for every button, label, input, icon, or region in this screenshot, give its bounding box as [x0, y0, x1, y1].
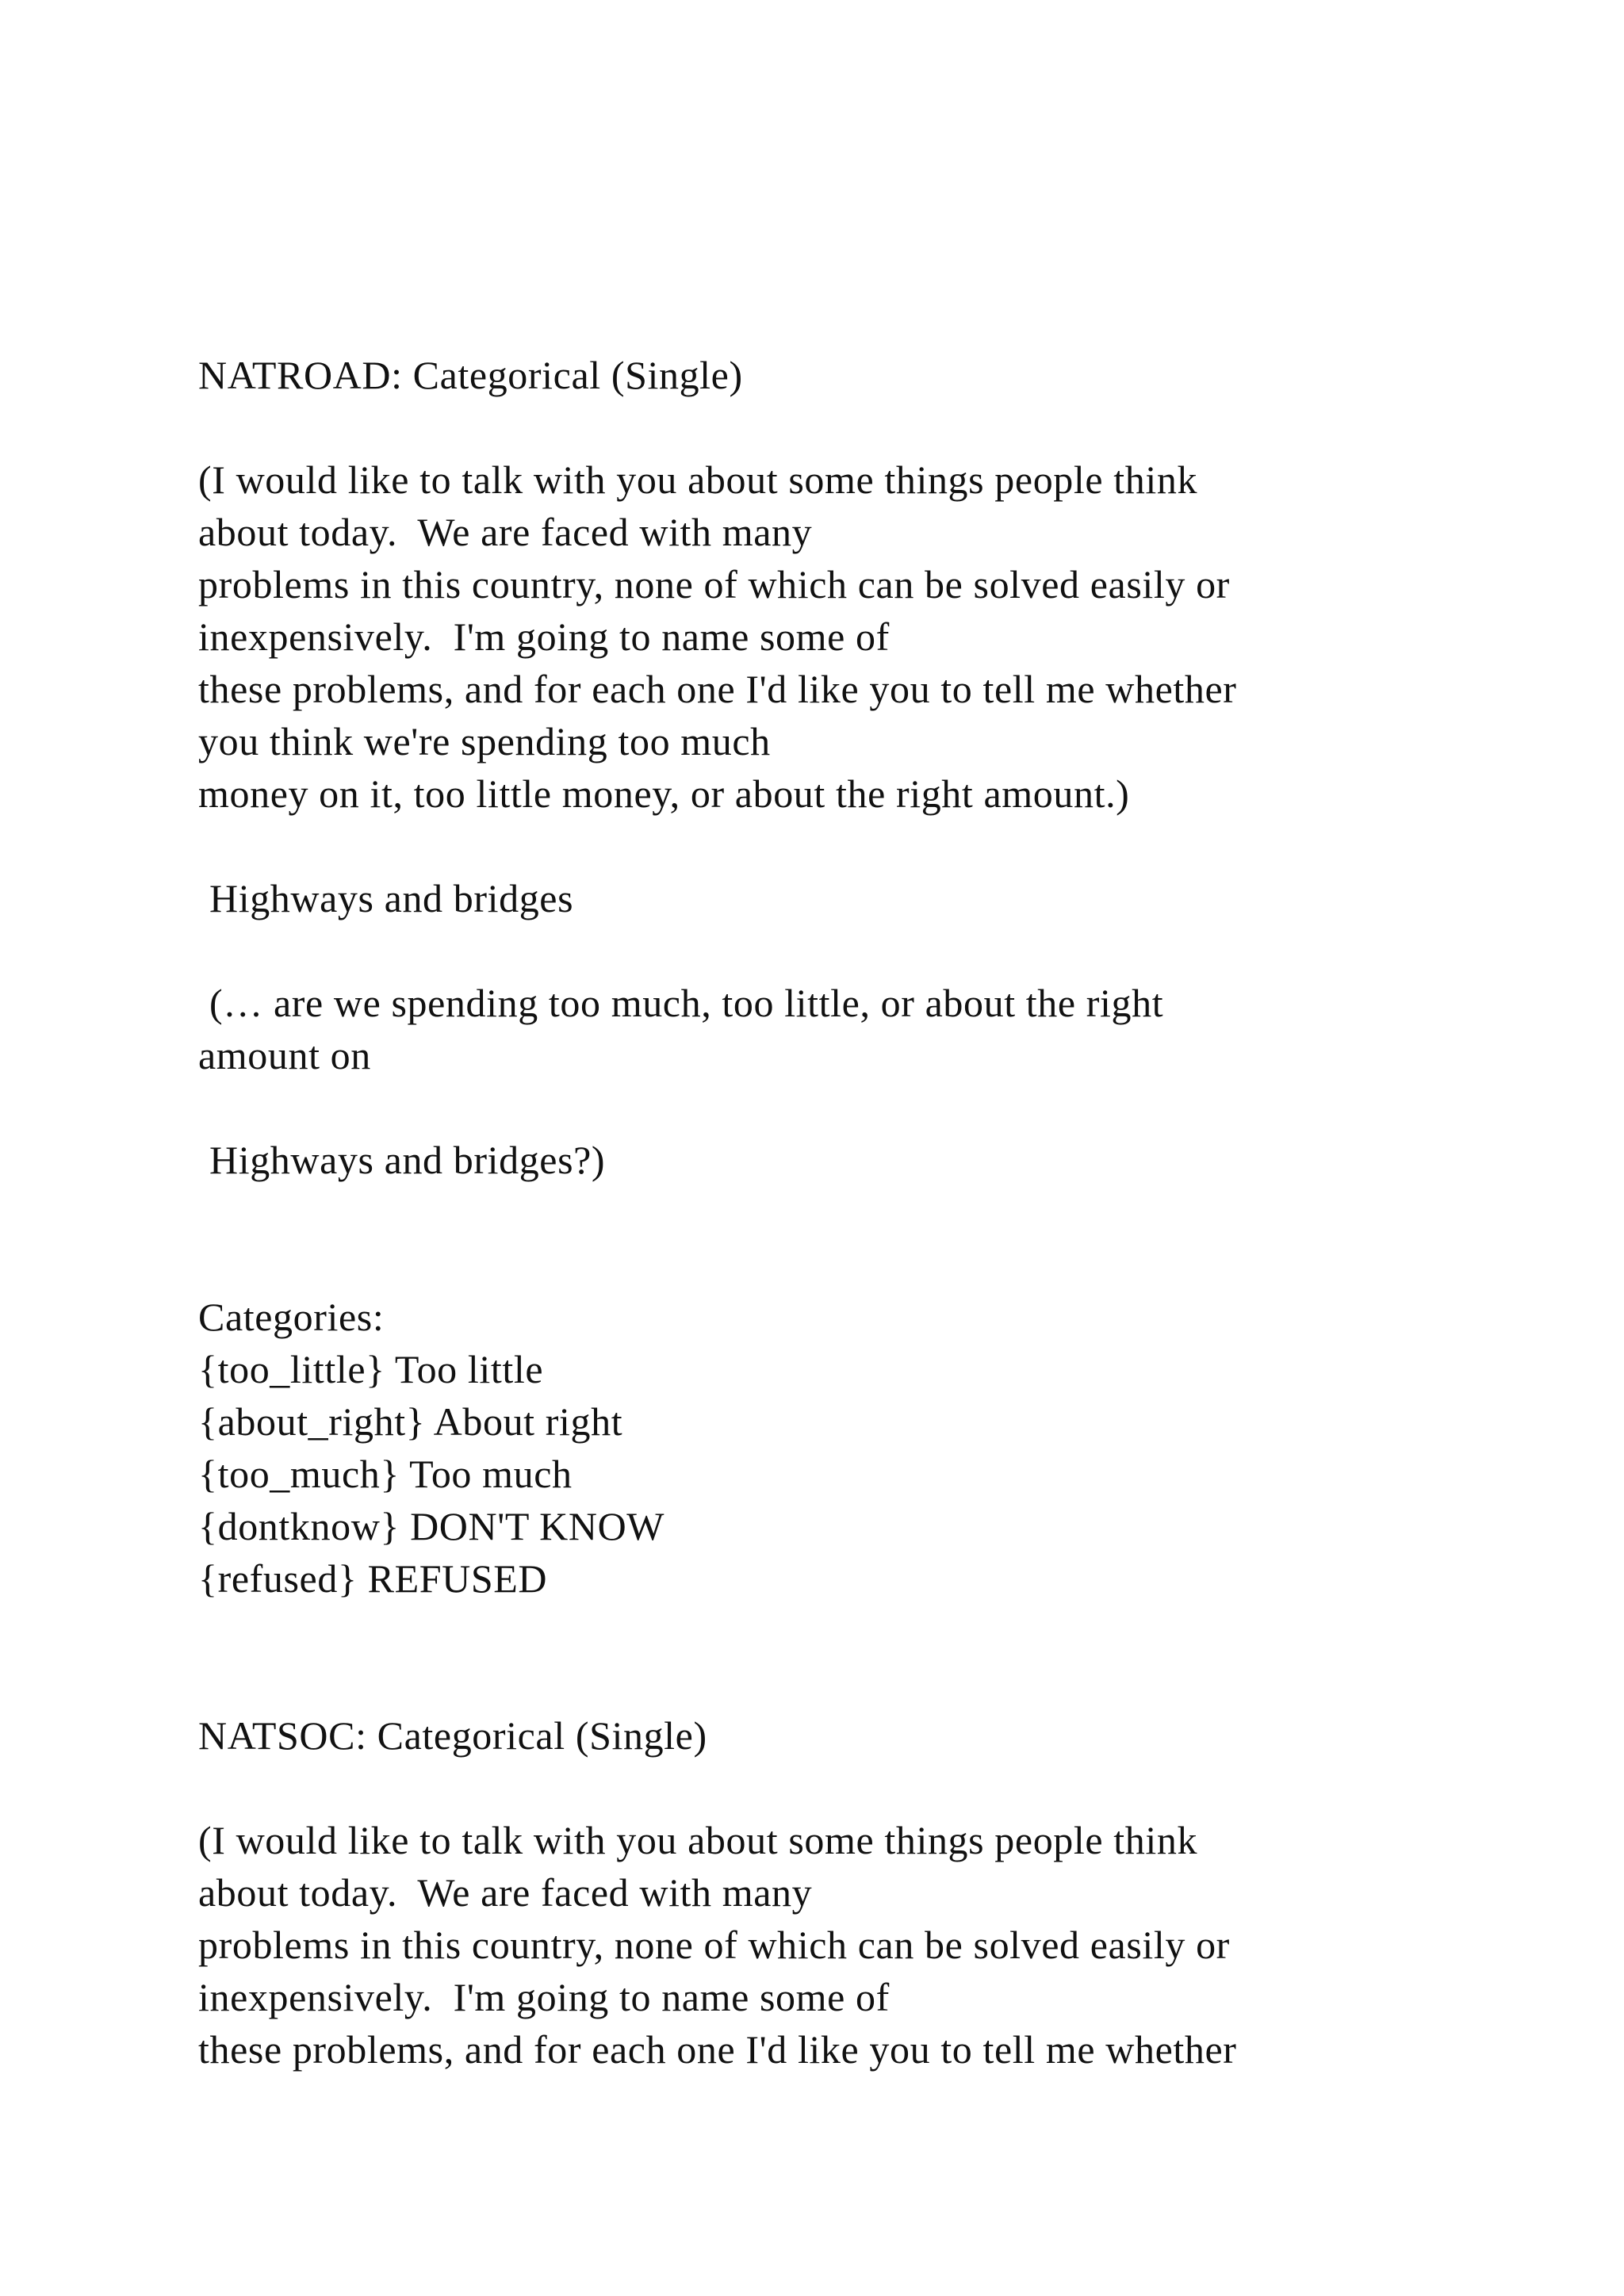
- intro-line: about today. We are faced with many: [198, 510, 813, 554]
- probe-item: Highways and bridges?): [209, 1138, 606, 1182]
- intro-line: these problems, and for each one I'd like you to tell me whether: [198, 2027, 1237, 2072]
- intro-line: inexpensively. I'm going to name some of: [198, 1975, 890, 2019]
- category-item: {too_little} Too little: [198, 1347, 544, 1391]
- category-item: {too_much} Too much: [198, 1452, 573, 1496]
- intro-line: problems in this country, none of which can be solved easily or: [198, 562, 1230, 607]
- probe-line: (… are we spending too much, too little, or about the right: [209, 981, 1164, 1025]
- question-item: Highways and bridges: [209, 876, 574, 920]
- category-item: {dontknow} DON'T KNOW: [198, 1504, 665, 1548]
- categories-list: [198, 1343, 1499, 1605]
- intro-line: problems in this country, none of which can be solved easily or: [198, 1923, 1230, 1967]
- intro-line: about today. We are faced with many: [198, 1870, 813, 1915]
- intro-line: (I would like to talk with you about some things people think: [198, 1818, 1198, 1862]
- question-intro: [198, 1814, 1499, 2076]
- question-heading: NATSOC: Categorical (Single): [198, 1713, 707, 1758]
- category-item: {about_right} About right: [198, 1399, 623, 1444]
- question-intro: [198, 453, 1499, 820]
- category-item: {refused} REFUSED: [198, 1556, 548, 1601]
- probe-line: amount on: [198, 1033, 371, 1077]
- intro-line: money on it, too little money, or about the right amount.): [198, 771, 1130, 816]
- intro-line: these problems, and for each one I'd like you to tell me whether: [198, 667, 1237, 711]
- document-content: [198, 349, 1499, 2076]
- question-probe: [198, 977, 1499, 1081]
- intro-line: inexpensively. I'm going to name some of: [198, 614, 890, 659]
- question-heading: NATROAD: Categorical (Single): [198, 353, 743, 397]
- intro-line: (I would like to talk with you about some things people think: [198, 457, 1198, 502]
- categories-label: Categories:: [198, 1295, 385, 1339]
- intro-line: you think we're spending too much: [198, 719, 771, 763]
